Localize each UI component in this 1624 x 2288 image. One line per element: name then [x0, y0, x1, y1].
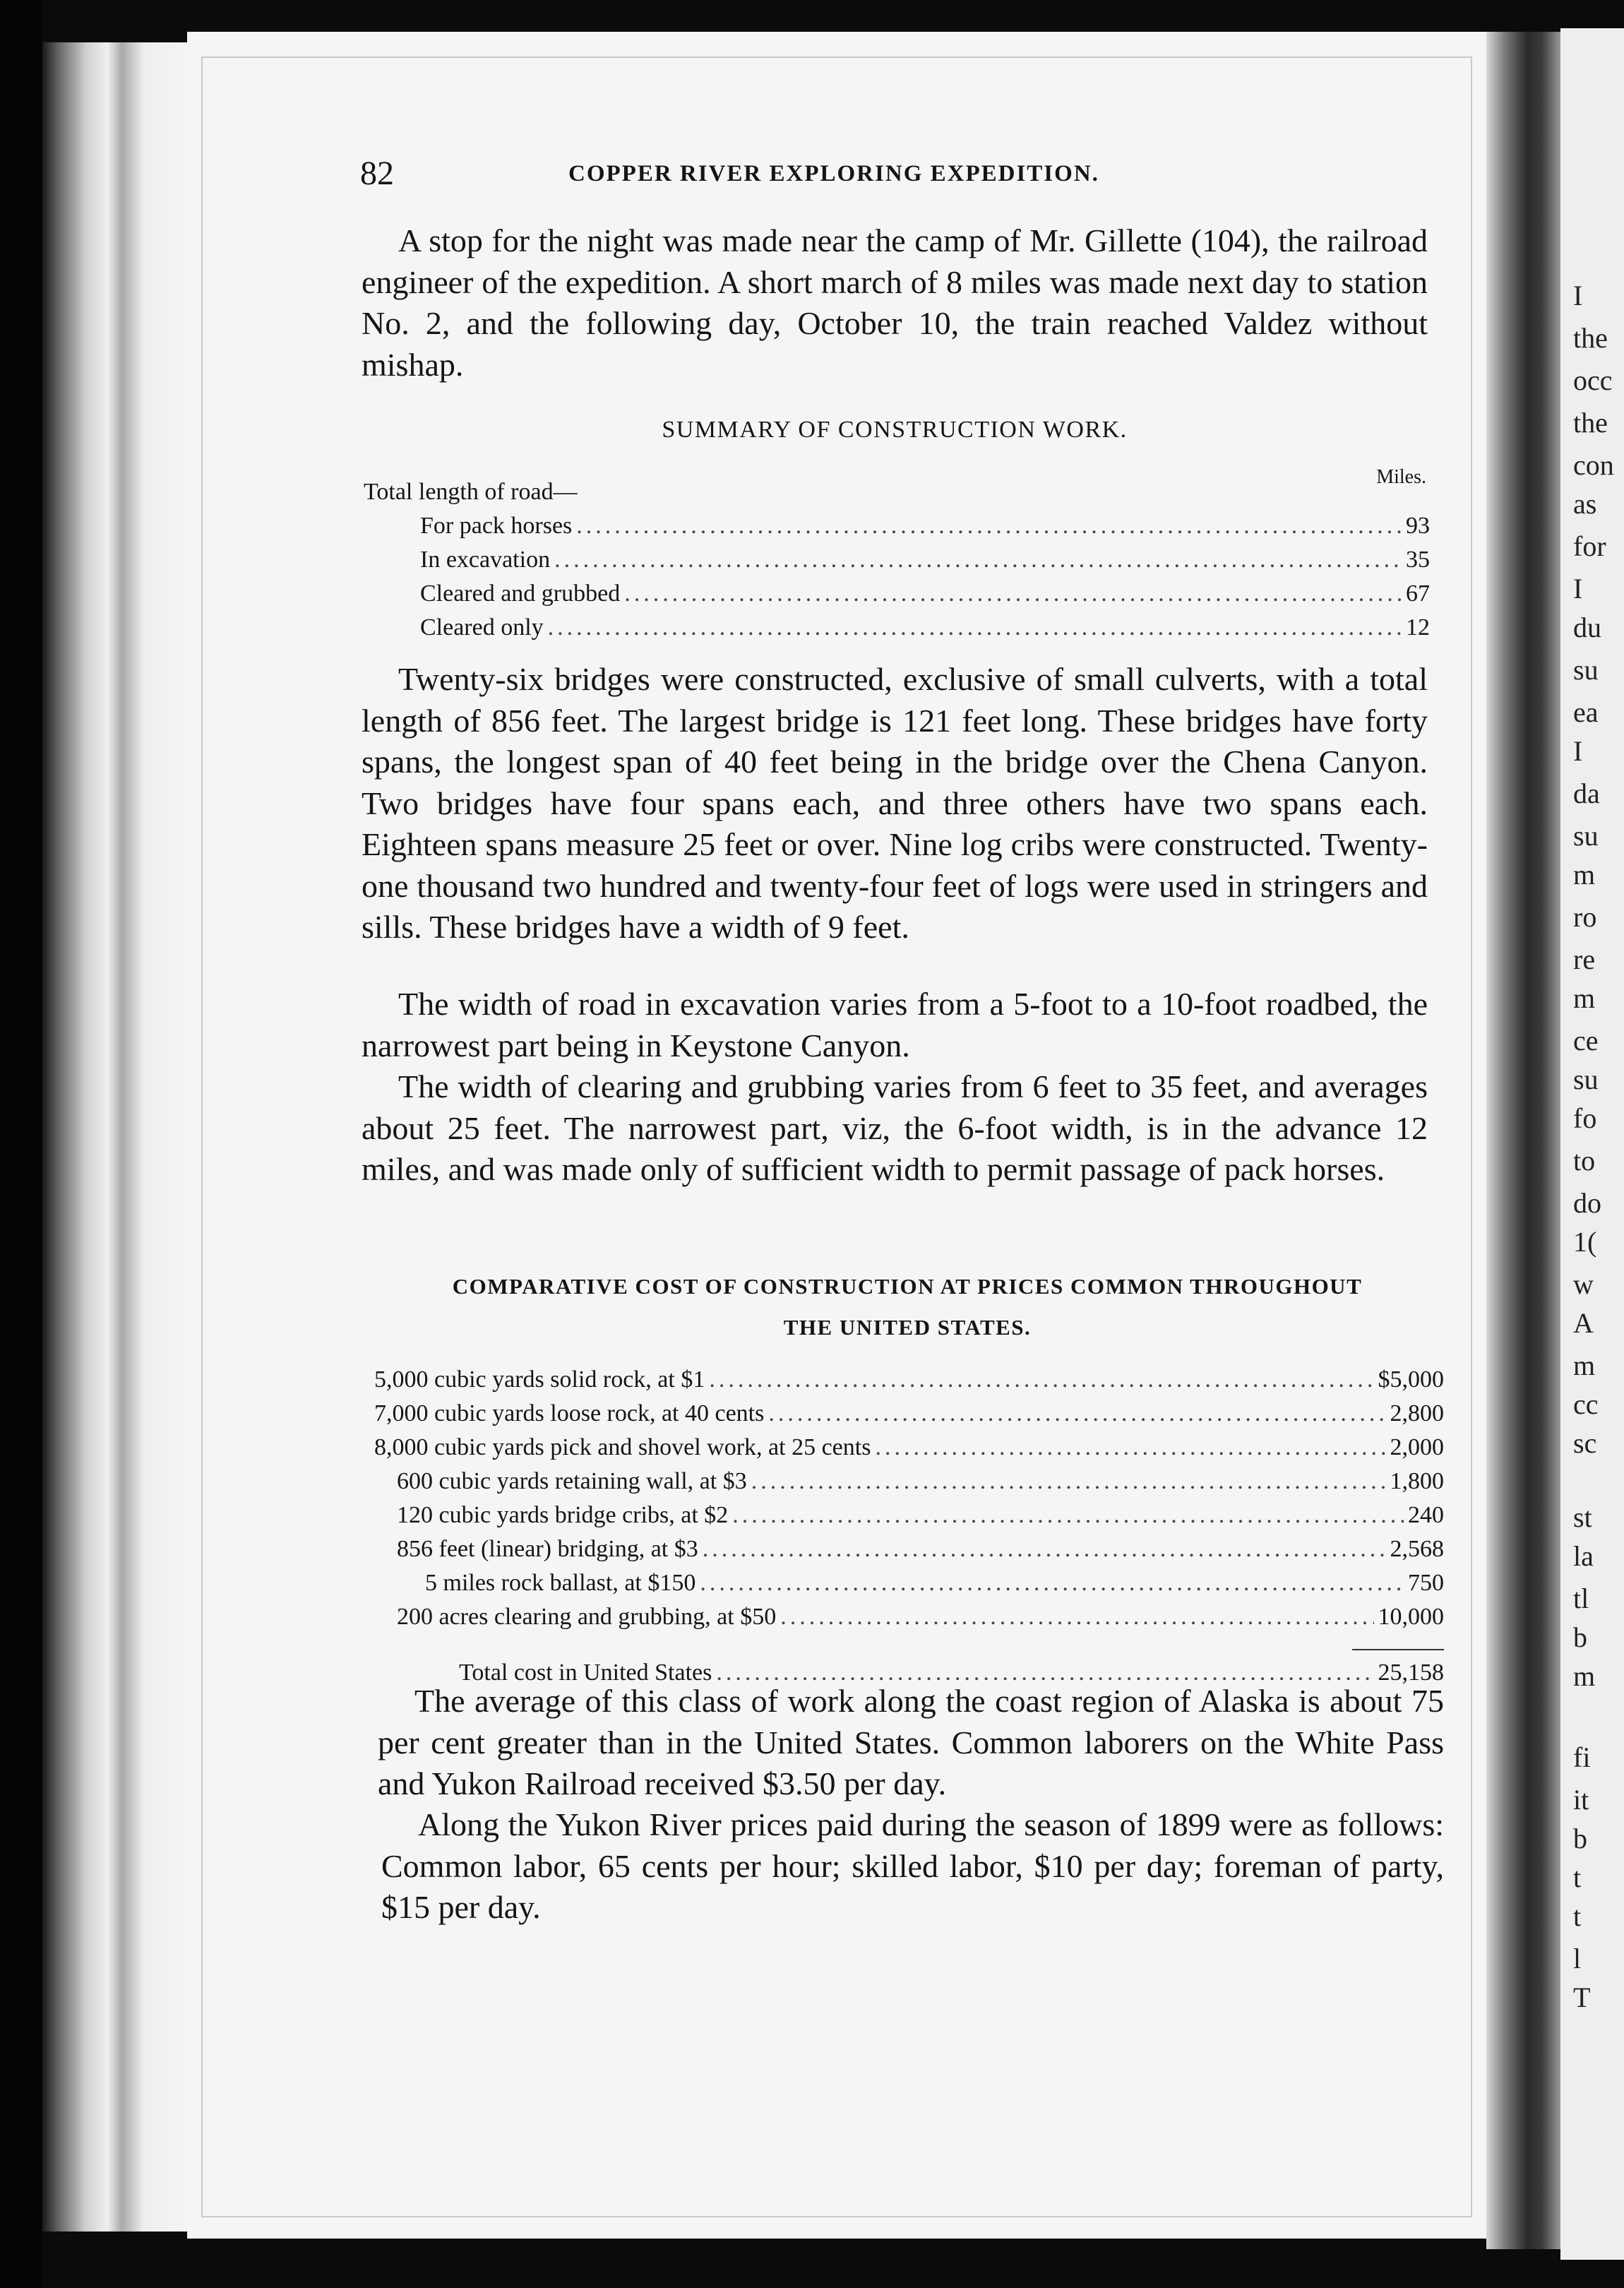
cost-row-label: 856 feet (linear) bridging, at $3 [397, 1536, 698, 1562]
facing-page-fragment: A [1573, 1307, 1594, 1339]
facing-page-fragment: du [1573, 612, 1601, 643]
cost-row [425, 1570, 1444, 1597]
book-binding-left [42, 42, 187, 2232]
cost-total-label: Total cost in United States [459, 1660, 712, 1686]
summary-row-label: For pack horses [420, 513, 573, 539]
page-header [360, 154, 1416, 196]
leader-dots [554, 547, 1402, 573]
facing-page-fragment: b [1573, 1823, 1587, 1854]
miles-column-header: Miles. [1376, 466, 1426, 488]
scan-left-edge [0, 0, 42, 2288]
cost-heading [371, 1266, 1444, 1348]
facing-page-fragment: con [1573, 449, 1614, 481]
facing-page-fragment: the [1573, 407, 1608, 439]
cost-row-value: 10,000 [1378, 1604, 1444, 1630]
summary-row [420, 580, 1430, 607]
facing-page-fragment: su [1573, 654, 1599, 686]
opening-paragraph: A stop for the night was made near the camp of Mr. Gillette (104), the railroad engineer of the expedition. A short march of 8 miles was made next day to station No. 2, and the following day, October 10, the train reached Valdez without mishap. [362, 222, 1428, 383]
cost-row-label: 600 cubic yards retaining wall, at $3 [397, 1468, 747, 1494]
leader-dots [700, 1570, 1404, 1597]
facing-page-fragment: l [1573, 1943, 1582, 1974]
facing-page-fragment: to [1573, 1145, 1596, 1176]
total-rule [1352, 1649, 1444, 1650]
cost-total-value: 25,158 [1378, 1660, 1444, 1686]
cost-row [374, 1366, 1444, 1393]
facing-page-fragment: cc [1573, 1388, 1599, 1420]
facing-page-fragment: I [1573, 280, 1583, 311]
summary-row-value: 12 [1406, 614, 1430, 640]
summary-row [420, 547, 1430, 573]
facing-page-fragment: it [1573, 1784, 1589, 1816]
leader-dots [768, 1400, 1385, 1427]
facing-page-text-fragments [1573, 0, 1624, 2288]
summary-row-label: Cleared only [420, 614, 544, 640]
leader-dots [875, 1434, 1385, 1461]
facing-page-fragment: re [1573, 943, 1596, 975]
leader-dots [709, 1366, 1373, 1393]
facing-page-fragment: sc [1573, 1427, 1597, 1459]
facing-page-fragment: ea [1573, 696, 1599, 728]
facing-page-fragment: la [1573, 1540, 1594, 1572]
facing-page-fragment: occ [1573, 364, 1613, 396]
yukon-prices-paragraph: Along the Yukon River prices paid during the season of 1899 were as follows: Common labor, 65 cents per hour; skilled labor, $10 per day; foreman of party, $15 per day. [381, 1806, 1444, 1925]
summary-row [420, 513, 1430, 540]
cost-row-value: 2,000 [1390, 1434, 1444, 1460]
cost-row-label: 8,000 cubic yards pick and shovel work, at 25 cents [374, 1434, 871, 1460]
leader-dots [703, 1536, 1386, 1563]
facing-page-fragment: fi [1573, 1741, 1591, 1773]
facing-page-fragment: for [1573, 530, 1606, 562]
labor-cost-paragraph: The average of this class of work along the coast region of Alaska is about 75 per cent greater than in the United States. Common laborers on the White Pass and Yukon Railroad received $3.50 per day. [378, 1683, 1444, 1801]
facing-page-fragment: m [1573, 982, 1596, 1014]
cost-row [374, 1434, 1444, 1461]
summary-row-value: 67 [1406, 580, 1430, 607]
leader-dots [624, 580, 1402, 607]
cost-row-value: 1,800 [1390, 1468, 1444, 1494]
road-width-paragraph: The width of road in excavation varies from a 5-foot to a 10-foot roadbed, the narrowest part being in Keystone Canyon. [362, 986, 1428, 1063]
facing-page-fragment: the [1573, 322, 1608, 354]
cost-heading-line-2: THE UNITED STATES. [783, 1315, 1032, 1340]
facing-page-fragment: su [1573, 1063, 1599, 1095]
facing-page-fragment: b [1573, 1621, 1587, 1653]
cost-row-value: 750 [1408, 1570, 1444, 1596]
book-gutter-shadow [1486, 32, 1560, 2249]
facing-page-fragment: m [1573, 1660, 1596, 1692]
cost-row-label: 5 miles rock ballast, at $150 [425, 1570, 696, 1596]
facing-page-fragment: 1( [1573, 1226, 1597, 1258]
cost-row [397, 1468, 1444, 1495]
summary-row [420, 614, 1430, 641]
facing-page-fragment: t [1573, 1900, 1582, 1932]
facing-page-fragment: ce [1573, 1025, 1599, 1056]
facing-page-fragment: fo [1573, 1102, 1597, 1134]
facing-page-fragment: as [1573, 488, 1597, 520]
facing-page-fragment: I [1573, 735, 1583, 767]
facing-page-fragment: st [1573, 1501, 1592, 1533]
facing-page-fragment: ro [1573, 901, 1597, 933]
cost-row [397, 1536, 1444, 1563]
leader-dots [751, 1468, 1386, 1495]
cost-row-label: 120 cubic yards bridge cribs, at $2 [397, 1502, 729, 1528]
summary-heading: SUMMARY OF CONSTRUCTION WORK. [662, 417, 1128, 443]
cost-row-label: 5,000 cubic yards solid rock, at $1 [374, 1366, 705, 1393]
summary-row-value: 35 [1406, 547, 1430, 573]
cost-heading-line-1: COMPARATIVE COST OF CONSTRUCTION AT PRICES COMMON THROUGHOUT [452, 1274, 1363, 1299]
cost-row [397, 1502, 1444, 1529]
facing-page-fragment: tl [1573, 1583, 1589, 1614]
cost-row-value: 2,800 [1390, 1400, 1444, 1426]
summary-row-value: 93 [1406, 513, 1430, 539]
cost-row-label: 200 acres clearing and grubbing, at $50 [397, 1604, 777, 1630]
facing-page-fragment: m [1573, 1349, 1596, 1381]
facing-page-fragment: w [1573, 1268, 1594, 1300]
facing-page-fragment: t [1573, 1861, 1582, 1893]
summary-lead: Total length of road— [364, 479, 578, 505]
leader-dots [548, 614, 1402, 641]
leader-dots [780, 1604, 1373, 1631]
cost-row-value: $5,000 [1378, 1366, 1444, 1393]
summary-row-label: Cleared and grubbed [420, 580, 621, 607]
cost-row-value: 2,568 [1390, 1536, 1444, 1562]
running-title: COPPER RIVER EXPLORING EXPEDITION. [568, 161, 1099, 186]
clearing-width-paragraph: The width of clearing and grubbing varies from 6 feet to 35 feet, and averages about 25 feet. The narrowest part, viz, the 6-foot width, is in the advance 12 miles, and was made only of sufficient width to permit passage of pack horses. [362, 1068, 1428, 1187]
page-number: 82 [360, 155, 394, 192]
facing-page-fragment: T [1573, 1982, 1591, 2013]
cost-row [374, 1400, 1444, 1427]
facing-page-fragment: m [1573, 859, 1596, 890]
leader-dots [576, 513, 1402, 540]
cost-row-value: 240 [1408, 1502, 1444, 1528]
summary-row-label: In excavation [420, 547, 551, 573]
leader-dots [732, 1502, 1404, 1529]
facing-page-fragment: I [1573, 573, 1583, 604]
cost-row [397, 1604, 1444, 1631]
facing-page-fragment: da [1573, 777, 1600, 809]
bridges-paragraph: Twenty-six bridges were constructed, exclusive of small culverts, with a total length of 856 feet. The largest bridge is 121 feet long. These bridges have forty spans, the longest span of 40 feet being in the bridge over the Chena Canyon. Two bridges have four spans each, and three others have two spans each. Eighteen spans measure 25 feet or over. Nine log cribs were constructed. Twenty-one thousand two hundred and twenty-four feet of logs were used in stringers and sills. These bridges have a width of 9 feet. [362, 661, 1428, 945]
facing-page-fragment: su [1573, 820, 1599, 852]
cost-row-label: 7,000 cubic yards loose rock, at 40 cents [374, 1400, 765, 1426]
facing-page-fragment: do [1573, 1187, 1601, 1219]
